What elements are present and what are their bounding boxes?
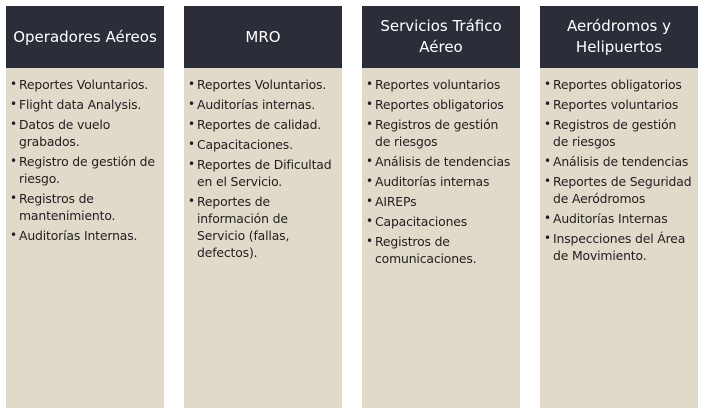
bullet-icon: •: [188, 77, 195, 91]
bullet-icon: •: [544, 231, 551, 245]
list-item-text: Datos de vuelo grabados.: [19, 117, 111, 149]
list-item: [188, 193, 338, 261]
list-item-text: Auditorías Internas.: [19, 228, 138, 243]
column-aerodromos-helipuertos: [540, 6, 698, 408]
list-item: [366, 193, 516, 210]
list-item-text: Registros de comunicaciones.: [375, 234, 477, 266]
list-item: [544, 210, 694, 227]
bullet-icon: •: [10, 191, 17, 205]
list-item-text: Capacitaciones.: [197, 137, 293, 152]
column-mro: [184, 6, 342, 408]
list-item-text: Reportes de Dificultad en el Servicio.: [197, 157, 332, 189]
list-item: [366, 213, 516, 230]
list-item-text: Inspecciones del Área de Movimiento.: [553, 231, 686, 263]
list-item-text: Flight data Analysis.: [19, 97, 142, 112]
list-item: [10, 153, 160, 187]
list-item: [366, 96, 516, 113]
bullet-icon: •: [366, 234, 373, 248]
list-item: [544, 153, 694, 170]
column-list: [6, 68, 164, 244]
column-servicios-trafico-aereo: [362, 6, 520, 408]
bullet-icon: •: [10, 77, 17, 91]
list-item-text: Análisis de tendencias: [375, 154, 511, 169]
column-list: [540, 68, 698, 264]
bullet-icon: •: [366, 77, 373, 91]
bullet-icon: •: [544, 77, 551, 91]
list-item-text: Auditorías internas.: [197, 97, 316, 112]
bullet-icon: •: [366, 97, 373, 111]
list-item: [366, 153, 516, 170]
list-item: [544, 116, 694, 150]
bullet-icon: •: [544, 174, 551, 188]
list-item: [188, 156, 338, 190]
bullet-icon: •: [188, 97, 195, 111]
column-list: [362, 68, 520, 267]
bullet-icon: •: [544, 97, 551, 111]
column-operadores-aereos: [6, 6, 164, 408]
list-item: [544, 173, 694, 207]
list-item: [188, 116, 338, 133]
list-item: [10, 227, 160, 244]
bullet-icon: •: [544, 117, 551, 131]
list-item-text: Reportes voluntarios: [375, 77, 501, 92]
list-item: [366, 233, 516, 267]
list-item-text: Auditorías internas: [375, 174, 490, 189]
column-header: Operadores Aéreos: [6, 6, 164, 68]
list-item: [188, 76, 338, 93]
column-header: MRO: [184, 6, 342, 68]
list-item: [366, 173, 516, 190]
list-item: [10, 96, 160, 113]
column-list: [184, 68, 342, 261]
bullet-icon: •: [10, 97, 17, 111]
list-item: [366, 76, 516, 93]
list-item: [544, 76, 694, 93]
bullet-icon: •: [10, 228, 17, 242]
bullet-icon: •: [366, 194, 373, 208]
bullet-icon: •: [366, 214, 373, 228]
bullet-icon: •: [10, 117, 17, 131]
bullet-icon: •: [544, 211, 551, 225]
list-item-text: Análisis de tendencias: [553, 154, 689, 169]
list-item-text: Reportes voluntarios: [553, 97, 679, 112]
bullet-icon: •: [188, 137, 195, 151]
list-item-text: Registros de gestión de riesgos: [553, 117, 677, 149]
column-header: Servicios Tráfico Aéreo: [362, 6, 520, 68]
bullet-icon: •: [366, 154, 373, 168]
list-item-text: Registro de gestión de riesgo.: [19, 154, 155, 186]
list-item-text: Reportes Voluntarios.: [19, 77, 149, 92]
bullet-icon: •: [10, 154, 17, 168]
bullet-icon: •: [188, 194, 195, 208]
list-item: [544, 230, 694, 264]
bullet-icon: •: [188, 157, 195, 171]
list-item: [188, 136, 338, 153]
column-header: Aeródromos y Helipuertos: [540, 6, 698, 68]
list-item-text: AIREPs: [375, 194, 417, 209]
list-item-text: Auditorías Internas: [553, 211, 668, 226]
list-item-text: Reportes de información de Servicio (fallas, defectos).: [197, 194, 290, 260]
list-item-text: Reportes obligatorios: [375, 97, 504, 112]
bullet-icon: •: [366, 174, 373, 188]
list-item: [366, 116, 516, 150]
list-item: [10, 116, 160, 150]
list-item-text: Reportes Voluntarios.: [197, 77, 327, 92]
list-item: [544, 96, 694, 113]
list-item-text: Registros de gestión de riesgos: [375, 117, 499, 149]
bullet-icon: •: [188, 117, 195, 131]
list-item: [188, 96, 338, 113]
list-item-text: Registros de mantenimiento.: [19, 191, 116, 223]
list-item-text: Reportes de Seguridad de Aeródromos: [553, 174, 692, 206]
bullet-icon: •: [366, 117, 373, 131]
bullet-icon: •: [544, 154, 551, 168]
list-item-text: Reportes de calidad.: [197, 117, 322, 132]
list-item: [10, 190, 160, 224]
list-item-text: Capacitaciones: [375, 214, 468, 229]
list-item: [10, 76, 160, 93]
list-item-text: Reportes obligatorios: [553, 77, 682, 92]
